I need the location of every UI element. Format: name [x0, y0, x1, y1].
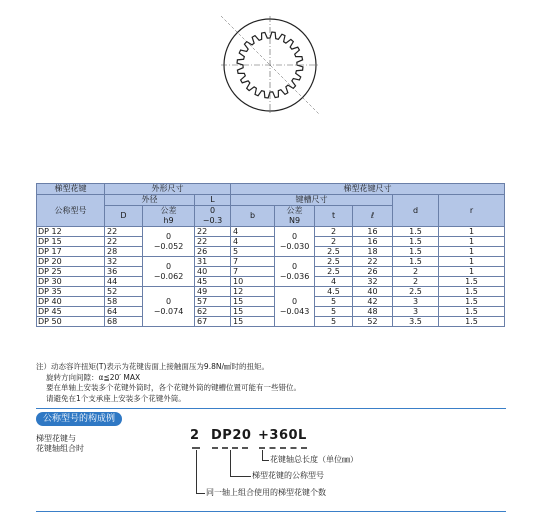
cell-d: 2 [393, 267, 439, 277]
header-b: b [231, 206, 275, 227]
table-row [37, 257, 505, 267]
cell-tol-h9: 0 −0.062 [143, 257, 195, 287]
cell-d: 3 [393, 307, 439, 317]
cell-model: DP 25 [37, 267, 105, 277]
length-underline [259, 447, 307, 449]
cell-b: 12 [231, 287, 275, 297]
header-outer-size: 外形尺寸 [105, 184, 231, 195]
cell-D: 28 [105, 247, 143, 257]
cell-r: 1 [439, 237, 505, 247]
cell-r: 1 [439, 267, 505, 277]
cell-l: 22 [353, 257, 393, 267]
cell-d: 1.5 [393, 227, 439, 237]
cell-D: 58 [105, 297, 143, 307]
cell-model: DP 30 [37, 277, 105, 287]
cell-d: 1.5 [393, 237, 439, 247]
cell-L: 26 [195, 247, 231, 257]
cell-D: 68 [105, 317, 143, 327]
cell-l: 16 [353, 227, 393, 237]
note-support: 请避免在1个支承座上安装多个花键外筒。 [46, 393, 186, 403]
cell-model: DP 17 [37, 247, 105, 257]
cell-d: 2.5 [393, 287, 439, 297]
cell-model: DP 15 [37, 237, 105, 247]
example-model: DP20 [211, 428, 252, 443]
length-leader [262, 450, 269, 461]
cell-r: 1.5 [439, 287, 505, 297]
header-outer-dia: 外径 [105, 195, 195, 206]
cell-r: 1.5 [439, 307, 505, 317]
cell-tol-h9: 0 −0.074 [143, 287, 195, 327]
model-leader [230, 450, 251, 477]
divider-bottom [36, 511, 506, 512]
cell-D: 22 [105, 237, 143, 247]
cell-model: DP 50 [37, 317, 105, 327]
table-row [37, 237, 505, 247]
cell-l: 32 [353, 277, 393, 287]
cell-L: 49 [195, 287, 231, 297]
header-d: d [393, 195, 439, 227]
header-tol-h9: 公差 h9 [143, 206, 195, 227]
cell-L: 45 [195, 277, 231, 287]
cell-b: 10 [231, 277, 275, 287]
cell-b: 15 [231, 297, 275, 307]
cell-t: 5 [315, 297, 353, 307]
model-underline [212, 447, 248, 449]
cell-t: 2 [315, 227, 353, 237]
header-L-tol: 0 −0.3 [195, 206, 231, 227]
cell-d: 3 [393, 297, 439, 307]
cell-L: 67 [195, 317, 231, 327]
cell-t: 4.5 [315, 287, 353, 297]
cell-t: 4 [315, 277, 353, 287]
cell-model: DP 40 [37, 297, 105, 307]
cell-model: DP 35 [37, 287, 105, 297]
table-row [37, 287, 505, 297]
table-row [37, 267, 505, 277]
count-underline [192, 447, 200, 449]
cell-t: 2.5 [315, 247, 353, 257]
cell-b: 4 [231, 237, 275, 247]
example-count: 2 [190, 428, 200, 443]
cell-model: DP 45 [37, 307, 105, 317]
cell-l: 40 [353, 287, 393, 297]
cell-l: 48 [353, 307, 393, 317]
cell-t: 2.5 [315, 257, 353, 267]
header-L: L [195, 195, 231, 206]
cell-r: 1.5 [439, 317, 505, 327]
cell-r: 1.5 [439, 277, 505, 287]
cell-b: 15 [231, 317, 275, 327]
table-row [37, 317, 505, 327]
table-row [37, 247, 505, 257]
cell-b: 15 [231, 307, 275, 317]
cell-t: 5 [315, 317, 353, 327]
cell-L: 57 [195, 297, 231, 307]
cell-D: 36 [105, 267, 143, 277]
cell-l: 16 [353, 237, 393, 247]
cell-l: 18 [353, 247, 393, 257]
cell-d: 2 [393, 277, 439, 287]
cell-t: 2 [315, 237, 353, 247]
table-row [37, 277, 505, 287]
desc-model: 梯型花键的公称型号 [252, 471, 324, 480]
header-tol-N9: 公差 N9 [275, 206, 315, 227]
cell-t: 2.5 [315, 267, 353, 277]
cell-D: 64 [105, 307, 143, 317]
header-l: ℓ [353, 206, 393, 227]
cell-L: 22 [195, 227, 231, 237]
cell-d: 1.5 [393, 247, 439, 257]
cell-r: 1 [439, 227, 505, 237]
cell-model: DP 12 [37, 227, 105, 237]
cell-L: 31 [195, 257, 231, 267]
example-length: +360L [258, 428, 307, 443]
cell-b: 4 [231, 227, 275, 237]
cell-r: 1 [439, 257, 505, 267]
note-torque: 注）动态容许扭矩(T)表示为花键齿面上接触面压为9.8N/㎟时的扭矩。 [36, 362, 269, 371]
cell-t: 5 [315, 307, 353, 317]
cell-tol-N9: 0 −0.036 [275, 257, 315, 287]
cell-model: DP 20 [37, 257, 105, 267]
cell-L: 22 [195, 237, 231, 247]
cell-D: 32 [105, 257, 143, 267]
header-t: t [315, 206, 353, 227]
cell-L: 40 [195, 267, 231, 277]
spline-cross-section-drawing [221, 16, 319, 114]
note-clearance: 旋转方向间隙：α≦20′ MAX [46, 372, 141, 382]
divider-top [36, 408, 506, 409]
table-row [37, 227, 505, 237]
cell-r: 1.5 [439, 297, 505, 307]
cell-D: 22 [105, 227, 143, 237]
header-D: D [105, 206, 143, 227]
cell-tol-N9: 0 −0.030 [275, 227, 315, 257]
cell-l: 42 [353, 297, 393, 307]
example-badge: 公称型号的构成例 [36, 412, 122, 426]
notes [36, 362, 301, 404]
note-keyway: 要在单轴上安装多个花键外筒时，各个花键外筒的键槽位置可能有一些错位。 [46, 383, 301, 392]
spline-spec-table [36, 183, 505, 327]
cell-L: 62 [195, 307, 231, 317]
cell-b: 5 [231, 247, 275, 257]
header-model: 梯型花键 [37, 184, 105, 195]
desc-length: 花键轴总长度（单位㎜） [270, 455, 358, 464]
count-leader [196, 450, 205, 494]
header-keyway: 键槽尺寸 [231, 195, 393, 206]
cell-tol-N9: 0 −0.043 [275, 287, 315, 327]
table-row [37, 307, 505, 317]
cell-l: 52 [353, 317, 393, 327]
example-label: 梯型花键与 花键轴组合时 [36, 434, 84, 453]
header-r: r [439, 195, 505, 227]
header-nominal: 公称型号 [37, 195, 105, 227]
cell-tol-h9: 0 −0.052 [143, 227, 195, 257]
cell-d: 1.5 [393, 257, 439, 267]
cell-b: 7 [231, 257, 275, 267]
cell-D: 52 [105, 287, 143, 297]
desc-count: 同一轴上组合使用的梯型花键个数 [206, 488, 326, 497]
cell-l: 26 [353, 267, 393, 277]
cell-D: 44 [105, 277, 143, 287]
cell-d: 3.5 [393, 317, 439, 327]
table-row [37, 297, 505, 307]
cell-r: 1 [439, 247, 505, 257]
header-spline-size: 梯型花键尺寸 [231, 184, 505, 195]
cell-b: 7 [231, 267, 275, 277]
